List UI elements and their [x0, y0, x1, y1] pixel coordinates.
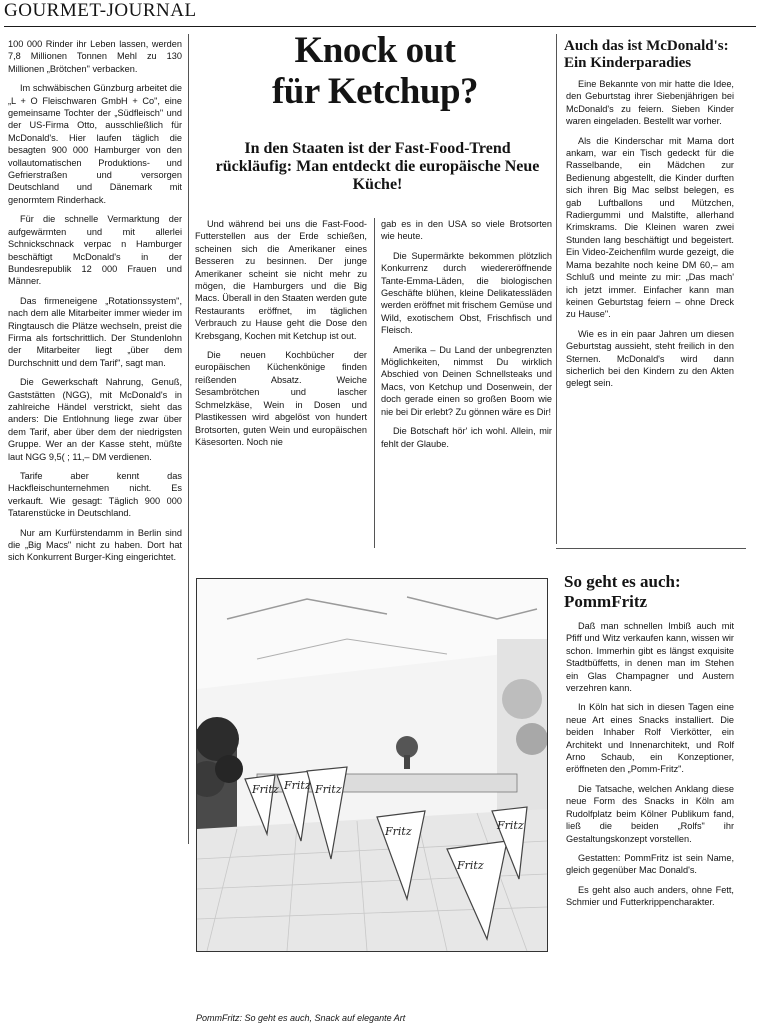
side-paragraph: Daß man schnellen Imbiß auch mit Pfiff und Witz verkaufen kann, wissen wir schon. Immerhin gibt es längst exquisite Stadtbüffetts, in denen man im Stehen ein Glas Champagner und Austern verzehren kann. [566, 621, 734, 694]
side-paragraph: In Köln hat sich in diesen Tagen eine neue Art eines Snacks installiert. Die beiden Inhaber Rolf Vierkötter, ein Architekt und Innenarchitekt, und Rolf Arno Schaub, ein Konzeptioner, eröffneten den „Pomm-Fritz". [566, 702, 734, 775]
side-title-line: PommFritz [564, 592, 648, 611]
column-rule [556, 34, 557, 544]
photo-illustration [197, 579, 547, 951]
side-article-2-title [564, 572, 734, 612]
column-rule [188, 34, 189, 844]
left-paragraph: Tarife aber kennt das Hackfleischunternehmen nicht. Es verkauft. Wie gesagt: Täglich 900 000 Tatarenstücke in Deutschland. [8, 471, 182, 519]
cone-label: Fritz [284, 779, 311, 792]
left-paragraph: Die Gewerkschaft Nahrung, Genuß, Gaststätten (NGG), mit McDonald's in zahlreiche Händel verstrickt, sieht das anders: Die Entlohnung liege zwar über dem Tarif, aber über dem der niedrigsten Gruppe. Wer an der Kasse steht, müßte laut NGG 9,5( ; 11,– DM verdienen. [8, 377, 182, 462]
cone-label: Fritz [497, 819, 524, 832]
masthead [4, 0, 756, 27]
left-column [8, 38, 182, 571]
side-title-line: Auch das ist McDonald's: [564, 38, 729, 54]
headline-line: für Ketchup? [271, 71, 479, 112]
side-title-line: So geht es auch: [564, 572, 681, 591]
main-paragraph: Amerika – Du Land der unbegrenzten Möglichkeiten, nimmst Du wirklich Abschied von Deinen Schnellsteaks und Macs, von Ketchup und Dosenwein, der doch gerade einen so großen Boom wie nie bei Dir erlebt? Zu gönnen wäre es Dir! [381, 344, 552, 417]
side-article-1-title [564, 38, 744, 72]
cone-label: Fritz [457, 859, 484, 872]
side-paragraph: Wie es in ein paar Jahren um diesen Geburtstag aussieht, steht freilich in den Sternen. McDonald's wird dann sicherlich bei den Kindern zu den Akten gelegt sein. [566, 328, 734, 389]
left-paragraph: Nur am Kurfürstendamm in Berlin sind die „Big Macs" nicht zu haben. Dort hat sich Konkurrent Burger-King eingerichtet. [8, 527, 182, 563]
photo-pommfritz-interior [196, 578, 548, 952]
main-column-a [195, 218, 367, 455]
column-rule [374, 218, 375, 548]
photo-caption: PommFritz: So geht es auch, Snack auf elegante Art [196, 1013, 406, 1023]
side-paragraph: Als die Kinderschar mit Mama dort ankam, war ein Tisch gedeckt für die Rasselbande, ein Mädchen zur Bedienung abgestellt, die Kinder durften sich ihren Big Mac selbst belegen, es gab Luftballons und Mützchen, Radiergummi und Malstifte, allerhand Krimskrams. Die Kleinen waren zwei Stunden lang beschäftigt und begeistert. Ein Video-Zeichenfilm wurde gezeigt, die Mama bezahlte noch keine DM 60,– am Schluß und meinte zu mir: „Das mach' ich jetzt immer. Einfacher kann man keinen Geburtstag feiern – ohne Dreck zu Hause". [566, 135, 734, 320]
side-paragraph: Die Tatsache, welchen Anklang diese neue Form des Snacks in Köln am Rudolfplatz beim Kölner Publikum fand, ließ die beiden „Rolfs" ihr Gestaltungskonzept vorstellen. [566, 783, 734, 844]
main-paragraph: Die Supermärkte bekommen plötzlich Konkurrenz durch wiedereröffnende Tante-Emma-Läden, die biologischen Geschäfte blühen, kleine Delikatessläden werden eröffnet mit frischem Gemüse und Wild, exotischem Obst, Frischfisch und Fleisch. [381, 250, 552, 336]
side-article-2-body [566, 620, 734, 916]
headline-line: Knock out [294, 30, 456, 71]
side-article-1-body [566, 78, 734, 397]
cone-label: Fritz [315, 783, 342, 796]
left-paragraph: 100 000 Rinder ihr Leben lassen, werden 7,8 Millionen Tonnen Mehl zu 130 Millionen „Brötchen" verbacken. [8, 39, 182, 74]
cone-label: Fritz [252, 783, 279, 796]
deck: In den Staaten ist der Fast-Food-Trend rückläufig: Man entdeckt die europäische Neue Küche! [215, 140, 540, 193]
headline [200, 30, 550, 112]
main-column-b [381, 218, 552, 457]
side-paragraph: Es geht also auch anders, ohne Fett, Schmier und Futterkrippencharakter. [566, 884, 734, 908]
main-paragraph: gab es in den USA so viele Brotsorten wie heute. [381, 219, 552, 242]
side-paragraph: Gestatten: PommFritz ist sein Name, gleich gegenüber Mac Donald's. [566, 852, 734, 876]
left-paragraph: Für die schnelle Vermarktung der aufgewärmten und mit allerlei Schnickschnack verpac n Hamburger beschäftigt McDonald's in der Bundesrepublik 12 000 Frauen und Männer. [8, 214, 182, 287]
main-paragraph: Die neuen Kochbücher der europäischen Küchenkönige finden reißenden Absatz. Weiche Sesambrötchen und lascher Schmelzkäse, Wein in Dosen und Plastikessen wird abgelöst von hundert Brotsorten, guten Wein und europäischen Käsesorten. Noch nie [195, 350, 367, 447]
side-paragraph: Eine Bekannte von mir hatte die Idee, den Geburtstag ihrer Siebenjährigen bei McDonald's zu feiern. Sieben Kinder waren eingeladen. Bestellt war vorher. [566, 79, 734, 127]
masthead-title: GOURMET-JOURNAL [4, 0, 197, 21]
left-paragraph: Das firmeneigene „Rotationssystem", nach dem alle Mitarbeiter immer wieder im Ringtausch die Plätze wechseln, preist die Firma als fortschrittlich. Der Stundenlohn der Mitarbeiter liegt „über dem Durchschnitt und dem Tarif", sagt man. [8, 295, 182, 368]
main-paragraph: Und während bei uns die Fast-Food-Futterstellen aus der Erde schießen, scheinen sich die Amerikaner eines Besseren zu besinnen. Der junge Amerikaner scheint sie nicht mehr zu mögen, die Hamburgers und die Big Macs. Überall in den Staaten werden gute Restaurants eröffnet, im täglichen Verbrauch zu Hause geht die Dose den Krebsgang, Kochen mit Ketchup ist out. [195, 219, 367, 341]
left-paragraph: Im schwäbischen Günzburg arbeitet die „L + O Fleischwaren GmbH + Co", eine gemeinsame Tochter der „Südfleisch" und der US-Firma Otto, ausschließlich für McDonald's. Hier laufen täglich die besagten 900 000 Hamburger von den vollautomatischen Produktions- und Gefrierstraßen und versorgen Deutschland und Dänemark mit genormtem Rinderhack. [8, 83, 182, 205]
main-paragraph: Die Botschaft hör' ich wohl. Allein, mir fehlt der Glaube. [381, 426, 552, 449]
cone-label: Fritz [385, 825, 412, 838]
side-title-line: Ein Kinderparadies [564, 55, 692, 71]
section-rule [556, 548, 746, 549]
